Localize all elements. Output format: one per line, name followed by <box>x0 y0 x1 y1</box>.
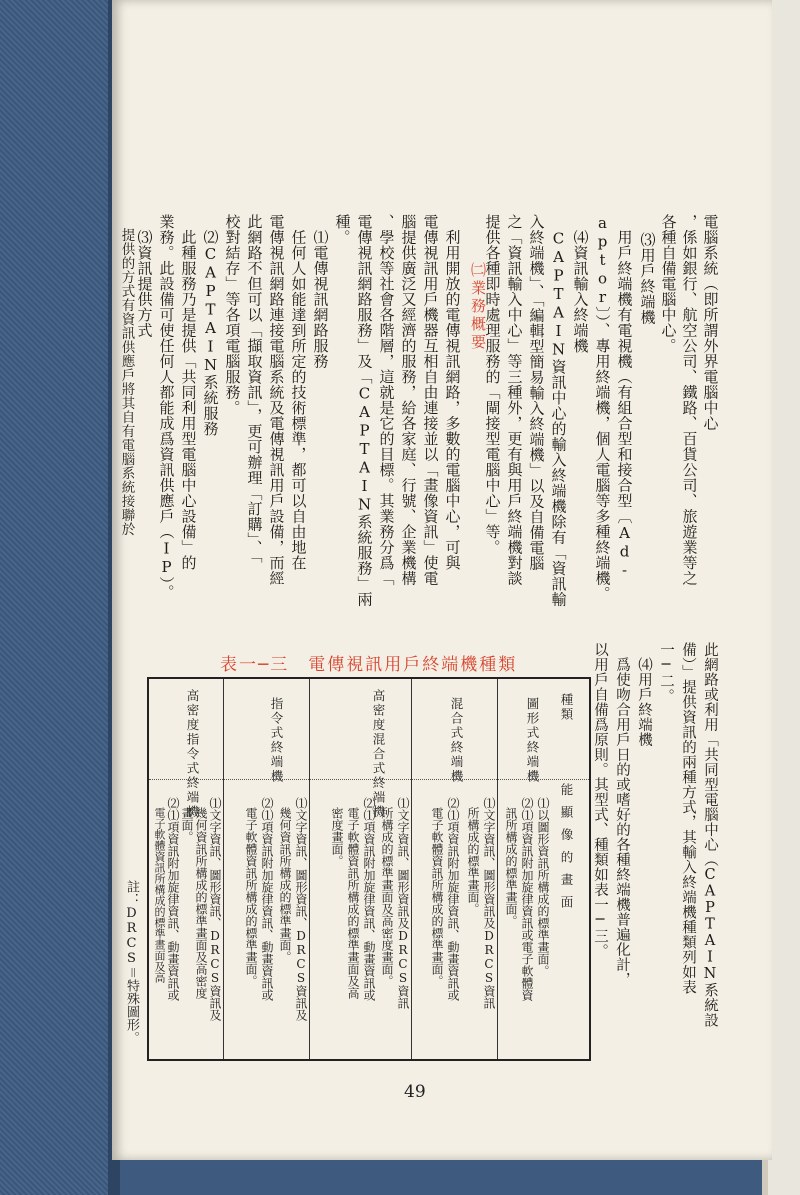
terminal-types-table <box>147 677 591 1061</box>
text-column: 此網路或利用「共同型電腦中心（CAPTAIN系統設 <box>702 642 718 1028</box>
table-cell: 電子軟體資訊所構成的標準畫面及高 <box>153 807 166 983</box>
terminal-type-name: 混合式終端機 <box>449 697 464 784</box>
table-column-divider <box>309 679 310 1059</box>
table-column-divider <box>411 679 412 1059</box>
table-cell: 所構成的標準畫面。 <box>466 807 480 915</box>
text-column: ，係如銀行、航空公司、鐵路、百貨公司、旅遊業等之 <box>680 214 699 586</box>
table-cell: 密度畫面。 <box>330 807 344 867</box>
table-title: 表一─三 電傳視訊用戶終端機種類 <box>220 655 518 675</box>
text-column: 任何人如能達到所定的技術標準，都可以自由地在 <box>289 214 308 571</box>
terminal-type-name: 高密度混合式終端機 <box>371 689 386 820</box>
table-cell: ⑵⑴項資訊附加旋律資訊、動畫資訊或 <box>446 797 460 1001</box>
table-cell: ⑵⑴項資訊附加旋律資訊、動畫資訊或 <box>260 797 274 1001</box>
table-cell: 幾何資訊所構成的標準畫面。 <box>278 807 292 963</box>
table-column-divider <box>497 679 498 1059</box>
text-column: 此網路不但可以「擷取資訊」，更可辦理「訂購」、「 <box>245 214 264 564</box>
terminal-type-name: 指令式終端機 <box>269 697 284 784</box>
table-cell: ⑴以圖形資訊所構成的標準畫面。 <box>536 797 550 977</box>
table-cell: 所構成的標準畫面及高密度畫面。 <box>380 807 394 987</box>
text-column: 各種自備電腦中心。 <box>659 214 678 354</box>
text-column: 腦提供廣泛又經濟的服務，給各家庭、行號、企業機構 <box>399 214 418 586</box>
text-column: 入終端機」、「編輯型簡易輸入終端機」以及自備電腦 <box>527 214 546 571</box>
table-cell: 電子軟體資訊所構成的標準畫面。 <box>244 807 258 987</box>
text-column: 電傳視訊網路連接電腦系統及電傳視訊用戶設備，而經 <box>267 214 286 586</box>
text-column: 電傳視訊用戶機器互相自由連接並以「畫像資訊」使電 <box>421 214 440 586</box>
text-column: ⑴電傳視訊網路服務 <box>311 214 330 369</box>
text-column: ⑷用戶終端機 <box>636 642 652 747</box>
section-heading: ㈡業務概要 <box>469 262 487 352</box>
table-cell: 訊所構成的標準畫面。 <box>504 807 518 927</box>
text-column: 種。 <box>333 214 352 245</box>
text-column: 爲使吻合用戶日的或嗜好的各種終端機普遍化計， <box>614 642 630 987</box>
table-note: 註：DRCS＝特殊圖形。 <box>124 880 139 1044</box>
text-column: ⑵CAPTAIN系統服務 <box>201 214 220 437</box>
text-column: ⑶資訊提供方式 <box>135 214 154 338</box>
table-cell: 電子軟體資訊所構成的標準畫面及高 <box>346 807 360 999</box>
text-column: 用戶終端機有電視機（有組合型和接合型〔Ad- <box>615 214 634 580</box>
text-column: 、學校等社會各階層，這就是它的目標。其業務分爲「 <box>377 214 396 586</box>
text-column: CAPTAIN資訊中心的輸入終端機除有「資訊輸 <box>549 214 568 607</box>
table-cell: 畫面。 <box>180 807 194 843</box>
table-cell: 幾何資訊所構成的標準畫面及高密度 <box>194 807 208 999</box>
table-cell: ⑴文字資訊、圖形資訊及DRCS資訊 <box>482 797 496 1009</box>
table-col-header: 種類 <box>559 693 574 722</box>
text-column: 提供各種即時處理服務的「閘接型電腦中心」等。 <box>483 214 502 555</box>
table-cell: ⑴文字資訊、圖形資訊、DRCS資訊及 <box>294 797 308 1021</box>
terminal-type-name: 圖形式終端機 <box>525 697 540 784</box>
table-func-header: 能顯像的畫面 <box>559 783 574 918</box>
table-cell: ⑵⑴項資訊附加旋律資訊、動畫資訊或 <box>166 797 180 1001</box>
text-column: 備）」提供資訊的兩種方式，其輸入終端機種類列如表 <box>680 642 696 995</box>
text-column: ⑷資訊輸入終端機 <box>571 214 590 354</box>
table-header-divider <box>149 779 589 780</box>
text-column: 利用開放的電傳視訊網路，多數的電腦中心，可與 <box>443 214 462 571</box>
text-column: 電傳視訊網路服務」及「CAPTAIN系統服務」兩 <box>355 214 374 607</box>
text-column: 之「資訊輸入中心」等三種外，更有與用戶終端機對談 <box>505 214 524 586</box>
text-column: 一─二。 <box>658 642 674 704</box>
text-column: aptor〕）、專用終端機，個人電腦等多種終端機。 <box>593 214 612 602</box>
text-column: 以用戶自備爲原則。其型式、種類如表一─三。 <box>592 642 608 959</box>
page-number: 49 <box>404 1082 426 1102</box>
table-cell: 電子軟體資訊所構成的標準畫面。 <box>430 807 444 987</box>
book-cover-binding <box>0 0 118 1195</box>
table-cell: ⑵⑴項資訊附加旋律資訊、動畫資訊或 <box>362 797 376 1001</box>
text-column: 電腦系統（即所謂外界電腦中心 <box>701 214 720 431</box>
table-column-divider <box>223 679 224 1059</box>
text-column: 校對結存」等各項電腦服務。 <box>223 214 242 416</box>
text-column: 提供的方式有資訊供應戶將其自有電腦系統接聯於 <box>118 214 135 536</box>
table-cell: ⑵⑴項資訊附加旋律資訊或電子軟體資 <box>520 797 534 1001</box>
table-cell: ⑴文字資訊、圖形資訊、DRCS資訊及 <box>208 797 222 1021</box>
text-column: ⑶用戶終端機 <box>638 232 657 325</box>
text-column: 業務。此設備可使任何人都能成爲資訊供應戶（IP）。 <box>157 214 176 600</box>
terminal-type-name: 高密度指令式終端機 <box>185 689 200 820</box>
text-column: 此種服務乃是提供「共同利用型電腦中心設備」的 <box>179 214 198 571</box>
table-cell: ⑴文字資訊、圖形資訊及DRCS資訊 <box>396 797 410 1009</box>
